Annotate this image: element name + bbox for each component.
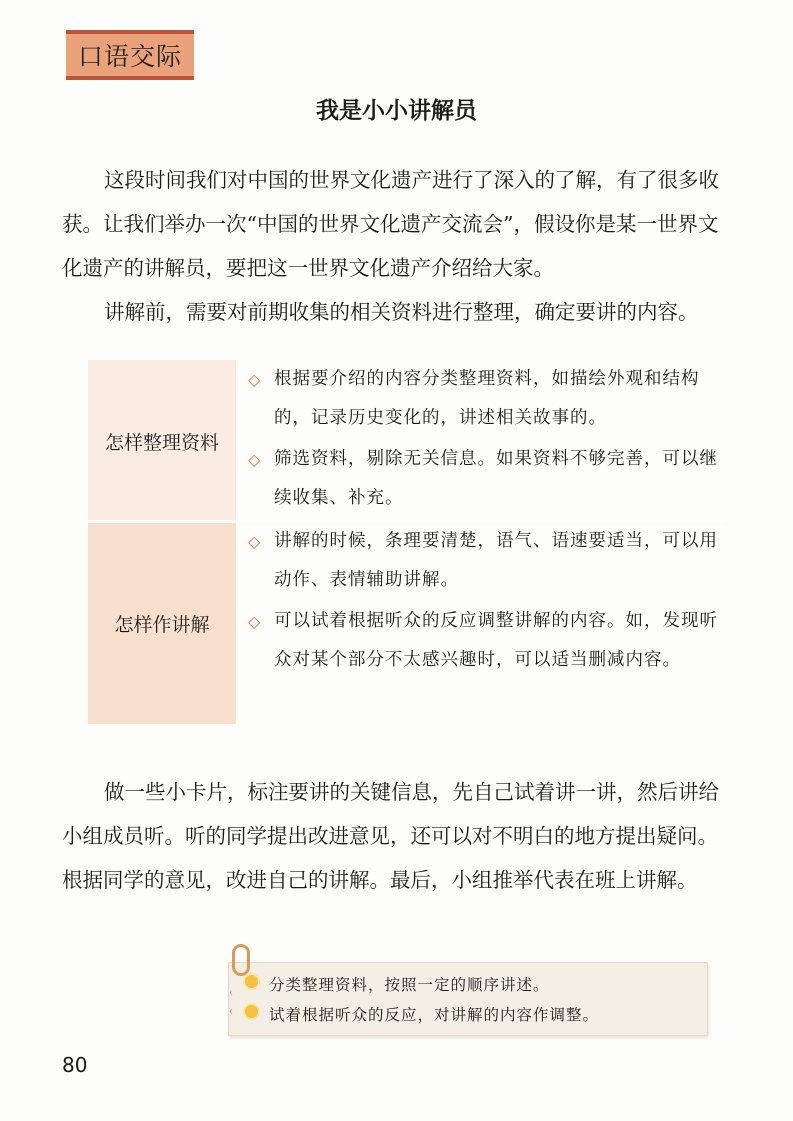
- tips-item: [248, 440, 718, 518]
- diamond-bullet-icon: ◇: [248, 450, 262, 469]
- tips-item: [248, 522, 718, 600]
- tips-item-text: 讲解的时候，条理要清楚，语气、语速要适当，可以用动作、表情辅助讲解。: [274, 531, 718, 590]
- tips-row-label-organize: 怎样整理资料: [88, 360, 236, 522]
- tips-item-text: 可以试着根据听众的反应调整讲解的内容。如，发现听众对某个部分不太感兴趣时，可以适当删减内容。: [274, 611, 718, 670]
- tips-item: [248, 602, 718, 680]
- paperclip-icon: [232, 944, 250, 976]
- practice-paragraph: 做一些小卡片，标注要讲的关键信息，先自己试着讲一讲，然后讲给小组成员听。听的同学提出改进意见，还可以对不明白的地方提出疑问。根据同学的意见，改进自己的讲解。最后，小组推举代表在班上讲解。: [62, 780, 719, 892]
- note-item: [269, 973, 550, 995]
- yellow-dot-icon: [245, 975, 258, 988]
- page-title: 我是小小讲解员: [316, 97, 477, 124]
- tips-item: [248, 360, 718, 438]
- note-item: [269, 1003, 599, 1025]
- note-item-text: 分类整理资料，按照一定的顺序讲述。: [269, 976, 550, 994]
- note-card: [228, 962, 708, 1036]
- tips-row-label-explain: 怎样作讲解: [88, 522, 236, 724]
- preparation-paragraph: 讲解前，需要对前期收集的相关资料进行整理，确定要讲的内容。: [104, 300, 699, 324]
- diamond-bullet-icon: ◇: [248, 612, 262, 631]
- intro-paragraph: 这段时间我们对中国的世界文化遗产进行了深入的了解，有了很多收获。让我们举办一次“中国的世界文化遗产交流会”，假设你是某一世界文化遗产的讲解员，要把这一世界文化遗产介绍给大家。: [62, 168, 719, 280]
- tips-table: [88, 360, 726, 724]
- tips-item-text: 根据要介绍的内容分类整理资料，如描绘外观和结构的，记录历史变化的，讲述相关故事的。: [274, 369, 700, 428]
- yellow-dot-icon: [245, 1005, 258, 1018]
- page-number: 80: [62, 1053, 88, 1077]
- tips-item-text: 筛选资料，剔除无关信息。如果资料不够完善，可以继续收集、补充。: [274, 449, 718, 508]
- diamond-bullet-icon: ◇: [248, 370, 262, 389]
- diamond-bullet-icon: ◇: [248, 532, 262, 551]
- note-item-text: 试着根据听众的反应，对讲解的内容作调整。: [269, 1006, 600, 1024]
- binder-holes-icon: [230, 990, 236, 1028]
- section-tag: 口语交际: [66, 30, 194, 80]
